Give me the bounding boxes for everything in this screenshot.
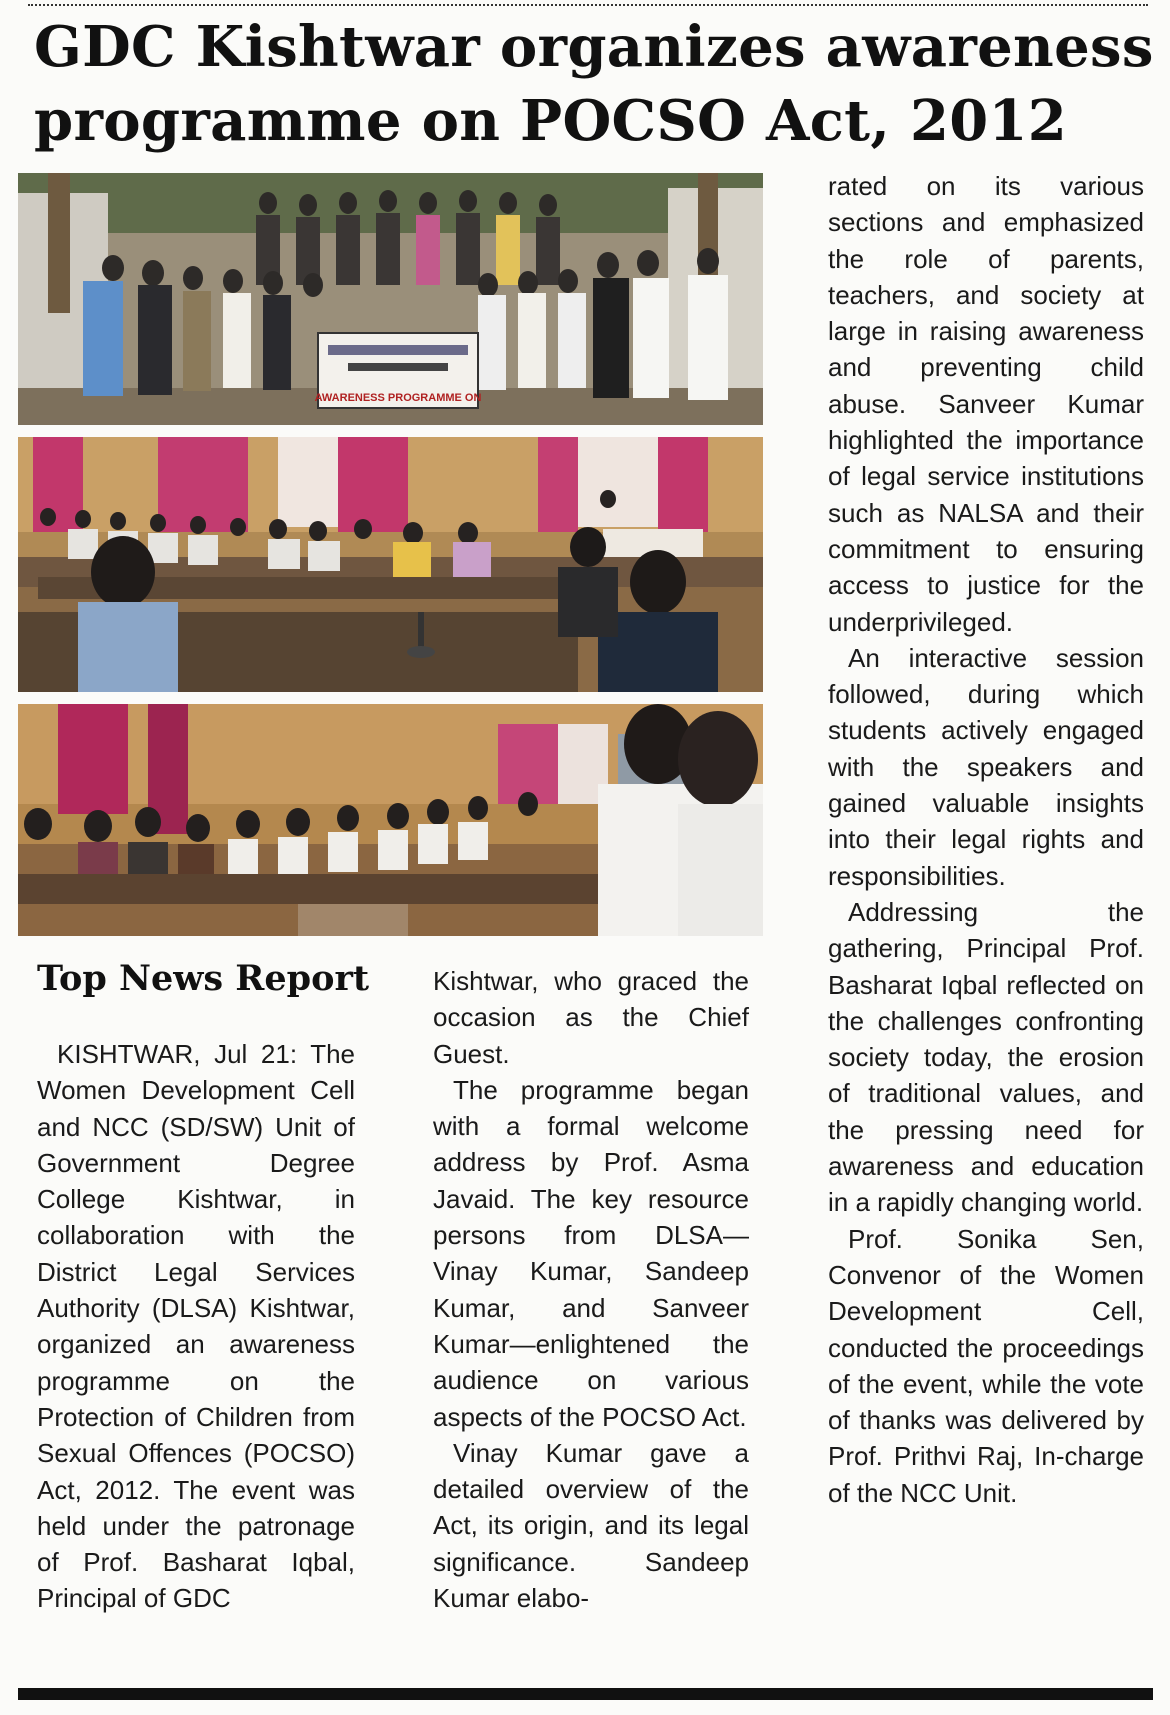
article-paragraph: Kishtwar, who graced the occasion as the Chief Guest. — [433, 966, 749, 1069]
top-dotted-rule — [28, 4, 1148, 6]
article-column-3 — [828, 168, 1144, 1511]
banner-text: AWARENESS PROGRAMME ON — [314, 392, 482, 404]
headline — [34, 10, 1154, 158]
headline-line-2: programme on POCSO Act, 2012 — [34, 88, 1067, 154]
article-column-1 — [37, 1036, 355, 1617]
headline-line-1: GDC Kishtwar organizes awareness — [34, 14, 1154, 80]
article-paragraph: rated on its various sections and emphasized the role of parents, teachers, and society at large in raising awareness and preventing child abuse. Sanveer Kumar highlighted the importance of legal service institutions such as NALSA and their commitment to ensuring access to justice for the underprivileged. — [828, 171, 1144, 637]
byline-heading: Top News Report — [37, 958, 370, 999]
article-paragraph: Addressing the gathering, Principal Prof. Basharat Iqbal reflected on the challenges confronting society today, the erosion of traditional values, and the pressing need for awareness and education in a rapidly changing world. — [828, 896, 1144, 1218]
bottom-rule — [18, 1688, 1153, 1700]
article-paragraph: Prof. Sonika Sen, Convenor of the Women Development Cell, conducted the proceedings of the event, while the vote of thanks was delivered by Prof. Prithvi Raj, In-charge of the NCC Unit. — [828, 1223, 1144, 1508]
article-paragraph: An interactive session followed, during which students actively engaged with the speakers and gained valuable insights into their legal rights and responsibilities. — [828, 642, 1144, 891]
group-photo — [18, 173, 763, 425]
students-seated-photo — [18, 704, 763, 936]
article-column-2 — [433, 963, 749, 1616]
hall-session-photo — [18, 437, 763, 692]
article-paragraph: KISHTWAR, Jul 21: The Women Development Cell and NCC (SD/SW) Unit of Government Degree College Kishtwar, in collaboration with the District Legal Services Authority (DLSA) Kishtwar, organized an awareness programme on the Protection of Children from Sexual Offences (POCSO) Act, 2012. The event was held under the patronage of Prof. Basharat Iqbal, Principal of GDC — [37, 1039, 355, 1614]
article-paragraph: Vinay Kumar gave a detailed overview of the Act, its origin, and its legal significance. Sandeep Kumar elabo- — [433, 1437, 749, 1614]
article-paragraph: The programme began with a formal welcome address by Prof. Asma Javaid. The key resource persons from DLSA—Vinay Kumar, Sandeep Kumar, and Sanveer Kumar—enlightened the audience on various aspects of the POCSO Act. — [433, 1074, 749, 1432]
